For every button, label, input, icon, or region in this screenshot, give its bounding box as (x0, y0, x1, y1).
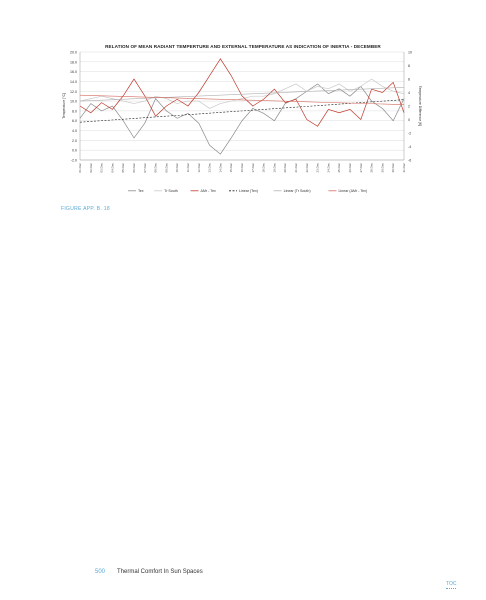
x-tick-label: 21.Dec (294, 163, 298, 173)
x-tick-label: 19.Dec (272, 163, 277, 173)
x-tick-label: 04.Dec (110, 163, 115, 173)
x-tick-label: 17.Dec (250, 163, 255, 173)
y2-tick-label: 2 (408, 104, 410, 109)
x-tick-label: 28.Dec (369, 163, 374, 173)
x-tick-label: 05.Dec (121, 163, 126, 173)
x-tick-label: 25.Dec (337, 163, 342, 173)
y2-tick-label: -4 (408, 145, 412, 149)
toc-link[interactable]: TOC (446, 581, 457, 587)
x-tick-label: 24.Dec (326, 163, 331, 173)
y2-tick-label: 10 (408, 50, 412, 55)
y-tick-label: 10.0 (70, 99, 77, 104)
x-tick-label: 20.Dec (283, 163, 288, 173)
x-tick-label: 03.Dec (99, 163, 104, 173)
y-axis-title: Temperature [°C] (62, 93, 66, 119)
figure-caption: FIGURE APP. B. 18 (61, 206, 110, 212)
y2-tick-label: 0 (408, 118, 410, 122)
y-tick-label: 20.0 (70, 50, 77, 55)
legend-label: Tex (138, 189, 144, 193)
y-tick-label: 14.0 (70, 79, 77, 84)
x-tick-label: 14.Dec (218, 163, 223, 173)
chart-area (58, 40, 428, 202)
y-tick-label: 8.0 (72, 109, 77, 114)
axes (62, 51, 422, 173)
y-tick-label: 4.0 (72, 129, 77, 134)
x-tick-label: 18.Dec (261, 163, 266, 173)
y2-tick-label: 4 (408, 91, 410, 95)
series-line-linear-tr-south- (80, 87, 404, 101)
series-line-linear-mr-tex- (80, 95, 404, 104)
series-line-tr-south (80, 79, 404, 108)
chart-title: RELATION OF MEAN RADIANT TEMPERTURE AND EXTERNAL TEMPERATURE AS INDICATION OF INERTIA - DECEMBER (105, 44, 381, 49)
x-tick-label: 23.Dec (315, 163, 320, 173)
legend-label: ΔMr - Tex (200, 189, 216, 193)
y2-tick-label: -2 (408, 131, 412, 136)
x-tick-label: 16.Dec (240, 163, 244, 173)
y-tick-label: 2.0 (72, 138, 77, 143)
y2-tick-label: 6 (408, 77, 410, 82)
x-tick-label: 12.Dec (196, 163, 201, 173)
y-tick-label: 6.0 (72, 119, 77, 124)
x-tick-label: 13.Dec (207, 163, 212, 173)
x-tick-label: 02.Dec (88, 163, 93, 173)
y2-tick-label: -6 (408, 158, 412, 163)
footer-title: Thermal Comfort In Sun Spaces (117, 569, 203, 575)
legend (128, 189, 367, 193)
x-tick-label: 22.Dec (304, 163, 309, 173)
x-tick-label: 31.Dec (402, 163, 406, 173)
legend-label: Linear (Tr South) (283, 189, 311, 193)
y-tick-label: -2.0 (70, 158, 77, 163)
x-tick-label: 30.Dec (391, 163, 396, 173)
x-tick-label: 29.Dec (380, 163, 385, 173)
x-tick-label: 07.Dec (142, 163, 147, 173)
legend-label: Linear (Tex) (239, 189, 258, 193)
line-chart (58, 40, 428, 202)
x-tick-label: 15.Dec (229, 163, 234, 173)
y-tick-label: 18.0 (70, 60, 77, 65)
y-tick-label: 16.0 (70, 70, 77, 75)
x-tick-label: 01.Dec (78, 163, 82, 173)
x-tick-label: 27.Dec (358, 163, 363, 173)
x-tick-label: 06.Dec (132, 163, 136, 173)
series-lines (80, 59, 404, 154)
x-tick-label: 08.Dec (153, 163, 158, 173)
y2-axis-title: Temperature Difference [K] (418, 85, 422, 127)
y-tick-label: 12.0 (70, 89, 77, 94)
legend-label: Tr South (164, 189, 178, 193)
page-number: 500 (95, 569, 106, 575)
series-line--mr-tex (80, 59, 404, 127)
y-tick-label: 0.0 (72, 148, 77, 153)
y2-tick-label: 8 (408, 64, 410, 68)
x-tick-label: 11.Dec (186, 163, 190, 173)
x-tick-label: 09.Dec (164, 163, 169, 173)
x-tick-label: 10.Dec (175, 163, 180, 173)
x-tick-label: 26.Dec (348, 163, 352, 173)
legend-label: Linear (ΔMr - Tex) (338, 189, 368, 193)
gridlines (80, 52, 404, 160)
